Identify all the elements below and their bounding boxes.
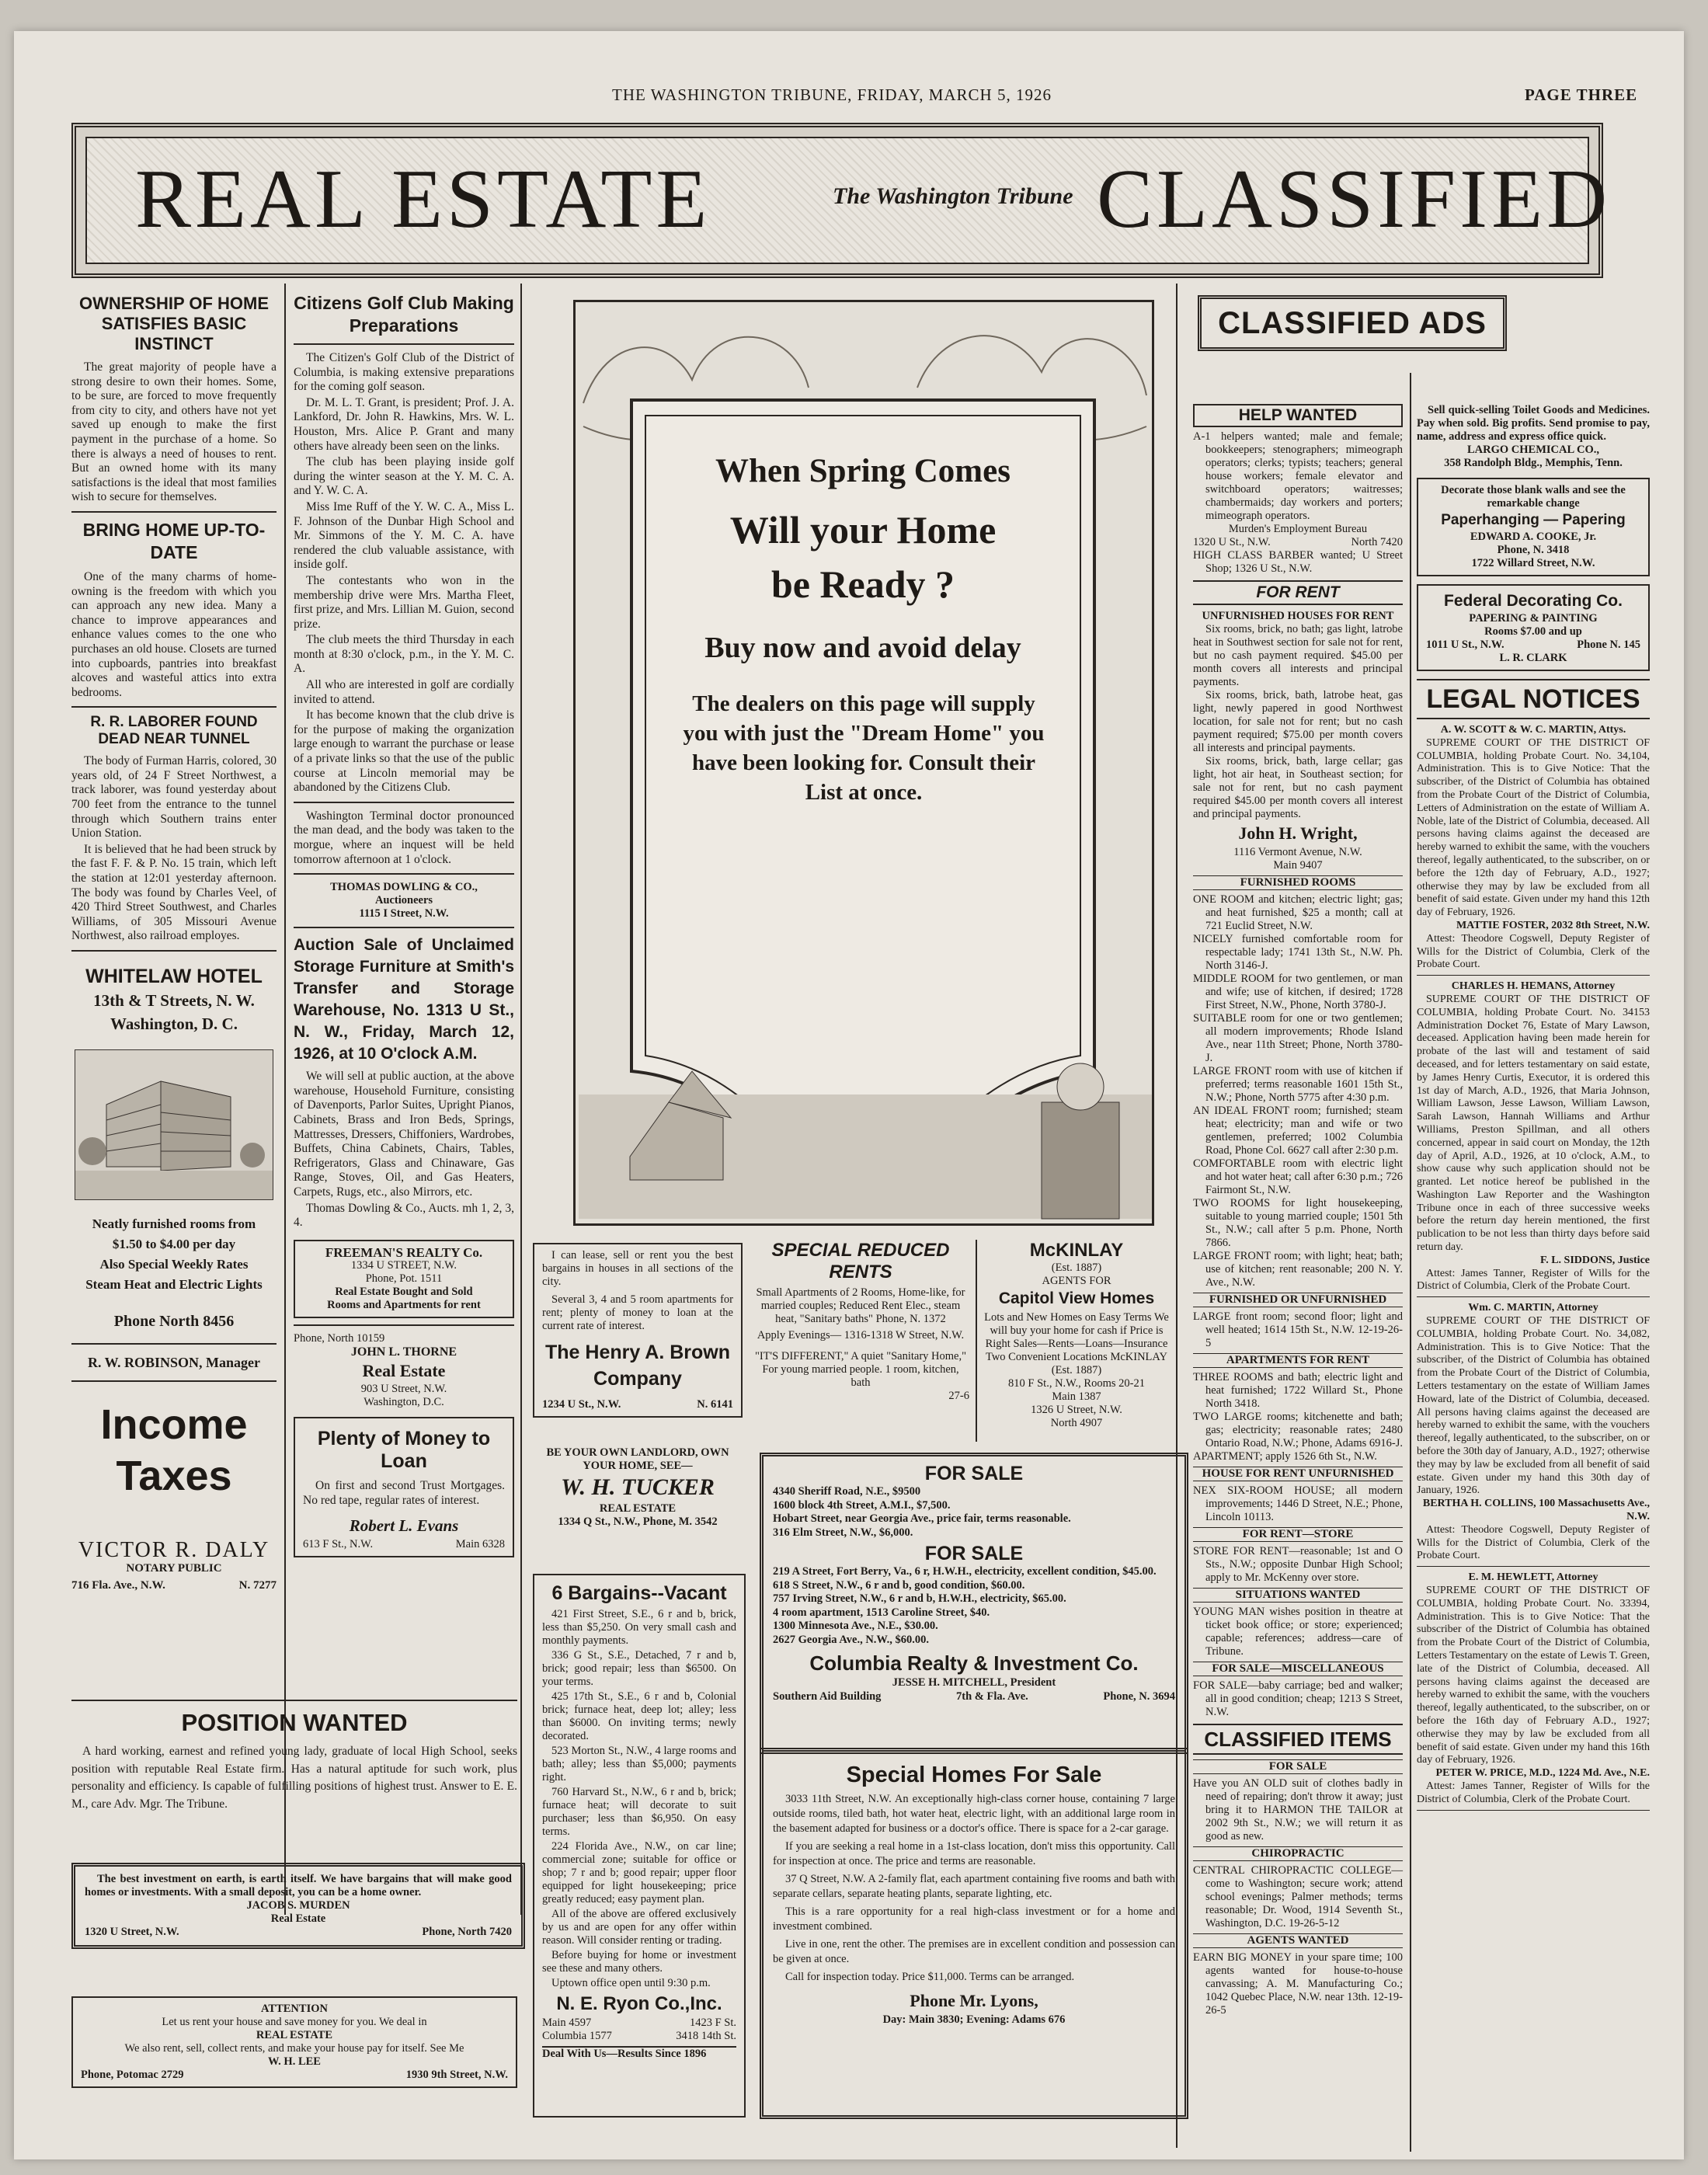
homes-contact-name: Phone Mr. Lyons, [910,1991,1038,2010]
bargain-item: 523 Morton St., N.W., 4 large rooms and bath; alley; less than $5,000; payments right. [542,1745,736,1784]
article-text: The contestants who won in the membership drive were Mrs. Martha Fleet, first prize, and Mrs. Lillian M. Guion, second prize. [294,573,514,631]
mckinlay-phone: North 4907 [1050,1417,1103,1429]
article-text: It has become known that the club drive is for the purpose of making the organization large enough to warrant the purchase or lease of a private links so that the use of the public course at Lincoln memorial may be abandoned by the Citizens Club. [294,708,514,795]
columbia-building: Southern Aid Building [773,1690,882,1703]
thorne-ad [294,1345,514,1410]
furn-unfurn-heading: FURNISHED OR UNFURNISHED [1193,1293,1403,1307]
mckinlay-phone: Main 1387 [1052,1390,1101,1403]
tucker-sub: REAL ESTATE [599,1502,677,1515]
cooke-name: EDWARD A. COOKE, Jr. [1470,531,1597,543]
masthead-logo: The Washington Tribune [833,183,1073,209]
agents-listing: EARN BIG MONEY in your spare time; 100 agents wanted for house-to-house canvassing; A. M. Manufacturing Co.; 1042 Quebec Place, N.W. near 13th. 12-19-26-5 [1193,1951,1403,2017]
thorne-name: JOHN L. THORNE [350,1345,457,1359]
hotel-city: Washington, D. C. [110,1014,238,1033]
article-text: The great majority of people have a strong desire to own their homes. Some, to be sure, are forced to move frequently from city to city, and others have not yet saved up enough to make the first payment in the purchase of a home. So there is always a need of houses to rent. But an owned home with its many satisfactions is the ideal that most families wish to secure for themselves. [71,360,277,504]
unfurnished-listing: Six rooms, brick, bath, latrobe heat, gas light, newly papered in good Northwest location, for sale not for rent; but no cash payment required; $75.00 per month covers all interests and principal payments. [1193,689,1403,754]
bargains-ad [533,1574,746,2118]
barber-ad: HIGH CLASS BARBER wanted; U Street Shop; 1326 U St., N.W. [1193,549,1403,575]
lee-phone: Phone, Potomac 2729 [81,2069,184,2081]
divider [71,1343,277,1345]
ryon-address: 3418 14th St. [676,2030,736,2042]
freeman-ad [294,1240,514,1318]
forsale-item: 2627 Georgia Ave., N.W., $60.00. [773,1633,929,1646]
freeman-line: Rooms and Apartments for rent [327,1298,481,1311]
federal-phone: Phone N. 145 [1577,639,1640,651]
largo-name: LARGO CHEMICAL CO., [1467,444,1599,456]
position-text: A hard working, earnest and refined young lady, graduate of local High School, seeks position with reputable Real Estate firm. Has a natural aptitude for such work, plus personality and efficiency. Is capable of fulfilling positions of highest trust. Answer to E. E. M., care Adv. Mgr. The Tribune. [71,1745,517,1811]
federal-sub: PAPERING & PAINTING [1469,612,1598,625]
notice-attorney: A. W. SCOTT & W. C. MARTIN, Attys. [1440,724,1626,736]
special-homes-ad [760,1748,1188,2119]
page-number: PAGE THREE [1525,85,1638,104]
furnished-listing: LARGE FRONT room; with light; heat; bath; use of kitchen; rent reasonable; 200 N. Y. Ave., N.W. [1193,1250,1403,1289]
article-text: The Citizen's Golf Club of the District of Columbia, is making extensive preparations for the coming golf season. [294,351,514,394]
divider [294,1324,514,1326]
chiropractic-listing: CENTRAL CHIROPRACTIC COLLEGE—come to Washington; secure work; attend school evenings; Palmer methods; terms reasonable; Dr. Wood, 1914 Seventh St., Washington, D.C. 19-26-5-12 [1193,1864,1403,1930]
forsale-item: 1600 block 4th Street, A.M.I., $7,500. [773,1498,951,1512]
running-head: THE WASHINGTON TRIBUNE, FRIDAY, MARCH 5, 1926 [612,85,1052,104]
hotel-manager: R. W. ROBINSON, Manager [87,1355,261,1370]
spring-line-4: Buy now and avoid delay [704,632,1021,664]
column-1 [71,287,277,1592]
loan-name: Robert L. Evans [349,1516,459,1535]
thorne-phone: Phone, North 10159 [294,1331,385,1345]
murden-ad [71,1863,525,1949]
loan-text: On first and second Trust Mortgages. No red tape, regular rates of interest. [303,1479,505,1507]
ryon-phone: Main 4597 [542,2017,592,2029]
reduced-rents-different: "IT'S DIFFERENT," A quiet "Sanitary Home," For young married people. 1 room, kitchen, bath [754,1350,967,1389]
hotel-weekly: Also Special Weekly Rates [99,1257,249,1272]
cooke-phone: Phone, N. 3418 [1497,544,1570,556]
notice-body: SUPREME COURT OF THE DISTRICT OF COLUMBIA, holding Probate Court. No. 34,104, Administration. This is to Give Notice: That the subscriber, of the District of Columbia has obtained from the Probate Court of the District of Columbia, Letters of Administration on the estate of William A. Noble, late of the District of Columbia, deceased. All persons having claims against the deceased are hereby warned to exhibit the same, with the vouchers thereof, legally authenticated, to the subscriber, on or before the 12th day of February, A.D., 1927; otherwise they may by law be excluded from all benefit of said estate. Given under my hand this 12th day of February, 1926. [1417,736,1650,919]
thorne-city: Washington, D.C. [364,1396,444,1409]
classified-column-1 [1193,404,1403,2017]
divider [294,927,514,928]
daly-phone: N. 7277 [238,1578,277,1592]
hotel-address: 13th & T Streets, N. W. [93,991,255,1010]
thorne-title: Real Estate [362,1361,446,1381]
furnished-listing: MIDDLE ROOM for two gentlemen, or man and wife; use of kitchen, if desired; 1728 First Street, N.W., Phone, North 3780-J. [1193,973,1403,1011]
brown-name: The Henry A. Brown Company [545,1342,730,1390]
furnished-listing: SUITABLE room for one or two gentlemen; all modern improvements; Rhode Island Ave., near 11th Street; Phone, North 3780-J. [1193,1012,1403,1064]
hotel-phone: Phone North 8456 [113,1313,235,1330]
brown-text: Several 3, 4 and 5 room apartments for rent; plenty of money to loan at the current rate of interest. [542,1293,733,1332]
ryon-name: N. E. Ryon Co.,Inc. [556,1993,722,2014]
federal-headline: Federal Decorating Co. [1444,592,1623,610]
forsale-item: 1300 Minnesota Ave., N.E., $30.00. [773,1620,938,1632]
apartment-listing: TWO LARGE rooms; kitchenette and bath; gas; electricity; reasonable rates; 2480 Ontario Road, N.W.; Phone, Adams 6916-J. [1193,1411,1404,1449]
furnished-listing: COMFORTABLE room with electric light and hot water heat; call after 6:30 p.m.; 726 Fairmont St., N.W. [1193,1157,1403,1196]
brown-ad [533,1243,743,1418]
tucker-tagline: BE YOUR OWN LANDLORD, OWN YOUR HOME, SEE— [546,1446,729,1472]
ryon-phone: Columbia 1577 [542,2030,612,2042]
article-text: The club has been playing inside golf during the winter season at the Y. M. C. A. and Y. W. C. A. [294,455,514,498]
banner-classified: CLASSIFIED [1097,153,1612,245]
ryon-address: 1423 F St. [689,2017,736,2029]
loan-phone: Main 6328 [455,1537,505,1550]
furnished-listing: TWO ROOMS for light housekeeping, suitable to young married couple; 1501 5th St., N.W.; call after 5 p.m. Phone, North 7866. [1193,1197,1403,1249]
loan-address: 613 F St., N.W. [303,1537,374,1550]
columbia-realty-president: JESSE H. MITCHELL, President [892,1676,1056,1689]
spring-line-1: When Spring Comes [715,453,1011,489]
bargains-text: All of the above are offered exclusively by us and are open for any offer within reason. Will consider renting or trading. [542,1908,736,1947]
murden-name: JACOB S. MURDEN [246,1899,350,1912]
article-text: The club meets the third Thursday in each month at 8:30 o'clock, p.m., in the Y. M. C. A. [294,633,514,676]
brown-contact [542,1398,733,1411]
misc-listing: FOR SALE—baby carriage; bed and walker; all in good condition; cheap; 1213 S Street, N.W. [1193,1679,1403,1718]
brown-text: I can lease, sell or rent you the best bargains in houses in all sections of the city. [542,1249,733,1288]
notice-body: SUPREME COURT OF THE DISTRICT OF COLUMBIA, holding Probate Court. No. 33394, Administration. This is to Give Notice: That the subscriber of the District of Columbia has obtained from the Probate Court of the District of Columbia, Letters Testamentary on the estate of Lewis T. Green, late of the District of Columbia, deceased. All persons having claims against the deceased are hereby warned to exhibit the same, with the vouchers thereof, legally authenticated, to the subscriber, on or before the 16th day of February A.D., 1927; otherwise they may by law be excluded from all benefit of said estate. Given under my hand this 16th day of February, 1926. [1417,1585,1650,1766]
columbia-realty-name: Columbia Realty & Investment Co. [809,1651,1139,1675]
forsale-item: Hobart Street, near Georgia Ave., price fair, terms reasonable. [773,1512,1071,1525]
mckinlay-address: 1326 U Street, N.W. [1031,1404,1122,1416]
federal-ad [1417,584,1650,671]
homes-contact-phone: Day: Main 3830; Evening: Adams 676 [882,2013,1066,2026]
hotel-illustration [75,1049,273,1200]
federal-rate: Rooms $7.00 and up [1484,625,1582,638]
murden-address: 1320 U Street, N.W. [85,1926,179,1938]
divider [294,343,514,345]
apartments-heading: APARTMENTS FOR RENT [1193,1353,1403,1368]
article-text: Miss Ime Ruff of the Y. W. C. A., Miss L. F. Johnson of the Dunbar High School and Mr. Simmons of the Y. M. C. A. have rendered the club valuable assistance, with inside golf. [294,499,514,572]
divider [71,1700,517,1701]
furnished-heading: FURNISHED ROOMS [1193,875,1403,890]
classified-ads-title-box [1198,295,1507,351]
hotel-heat: Steam Heat and Electric Lights [85,1277,263,1292]
brown-address: 1234 U St., N.W. [542,1398,621,1411]
house-heading: HOUSE FOR RENT UNFURNISHED [1193,1467,1403,1481]
notice-attorney: Wm. C. MARTIN, Attorney [1468,1302,1598,1314]
bargain-item: 760 Harvard St., N.W., 6 r and b, brick; furnace heat; will decorate to suit purchaser; less than $6,950. On easy terms. [542,1786,736,1838]
mckinlay-address: 810 F St., N.W., Rooms 20-21 [1008,1377,1145,1390]
headline-laborer: R. R. LABORER FOUND DEAD NEAR TUNNEL [90,714,258,748]
wright-phone: Main 9407 [1273,859,1323,872]
bargain-item: 421 First Street, S.E., 6 r and b, brick, less than $5,250. On very small cash and monthly payments. [542,1608,736,1647]
divider [71,706,277,708]
hotel-building-image [75,1050,273,1199]
forsale-list-2 [773,1565,1175,1647]
freeman-address: 1334 U STREET, N.W. [350,1258,457,1272]
lee-name: W. H. LEE [268,2055,321,2068]
hotel-rate: $1.50 to $4.00 per day [112,1237,236,1251]
hotel-rooms: Neatly furnished rooms from [92,1216,256,1231]
freeman-name: FREEMAN'S REALTY Co. [325,1244,483,1260]
lee-text: Let us rent your house and save money for you. We deal in [162,2016,427,2028]
legal-notice [1417,1302,1650,1567]
column-rule [284,284,286,1915]
bargains-text: Uptown office open until 9:30 p.m. [551,1977,711,1989]
spring-line-5: The dealers on this page will supply you with just the "Dream Home" you have been looking for. Consult their List at once. [683,691,1045,805]
columbia-realty-contact [773,1690,1175,1704]
mckinlay-text: Lots and New Homes on Easy Terms We will buy your home for cash if Price is Right Sales—Rents—Loans—Insurance Two Convenient Locations McKINLAY (Est. 1887) [984,1311,1169,1376]
forsale-item: 757 Irving Street, N.W., 6 r and b, H.W.H., electricity, $65.00. [773,1592,1066,1605]
tucker-address: 1334 Q St., N.W., Phone, M. 3542 [558,1516,718,1528]
reduced-rents-ad [752,1240,969,1403]
article-text: Dr. M. L. T. Grant, is president; Prof. J. A. Lankford, Dr. John R. Hawkins, Mrs. W. L. Houston, Mrs. Alice P. Grant and many others have already been seen on the links. [294,395,514,453]
cooke-ad [1417,478,1650,576]
tucker-ad [533,1446,743,1529]
for-rent-heading: FOR RENT [1193,580,1403,605]
banner-real-estate: REAL ESTATE [135,153,711,245]
divider [71,950,277,952]
bargain-item: 224 Florida Ave., N.W., on car line; commercial zone; suitable for office or shop; 7 r and b; good repair; upper floor equipped for light housekeeping; price greatly reduced; easy payment plan. [542,1840,736,1905]
notice-attest: Attest: James Tanner, Register of Wills for the District of Columbia, Clerk of the Probate Court. [1417,1267,1650,1293]
article-text: The body of Furman Harris, colored, 30 years old, of 24 F Street Northwest, a track laborer, was found yesterday about 700 feet from the entrance to the tunnel through which Southern trains enter Union Station. [71,754,277,840]
dowling-name: THOMAS DOWLING & CO., [330,881,478,894]
furnished-listing: NICELY furnished comfortable room for respectable lady; 1741 13th St., N.W. Ph. North 3146-J. [1193,933,1403,972]
toilet-goods-ad: Sell quick-selling Toilet Goods and Medicines. Pay when sold. Big profits. Send promise to pay, name, address and express office quick. [1417,404,1650,443]
freeman-line: Real Estate Bought and Sold [335,1285,473,1298]
unfurnished-listing: Six rooms, brick, no bath; gas light, latrobe heat in Southwest section for sale not for rent, but no cash payment required. $45.00 per month covers all interests and principal payments. [1193,623,1403,688]
wright-name: John H. Wright, [1238,823,1358,843]
banner-frame [85,137,1612,264]
mckinlay-capitol: Capitol View Homes [998,1289,1155,1307]
forsale-list-1 [773,1485,1175,1540]
article-text: It is believed that he had been struck by the fast F. F. & P. No. 15 train, which left the station at 12:01 yesterday afternoon. The body was found by Charles Veel, of 420 Third Street Southwest, and Charles Williams, of 305 Missouri Avenue Northwest, also railroad employes. [71,842,277,943]
notice-attest: Attest: James Tanner, Register of Wills for the District of Columbia, Clerk of the Probate Court. [1417,1780,1650,1805]
bargain-item: 425 17th St., S.E., 6 r and b, Colonial brick; furnace heat, deep lot; alley; less than $6000. On inviting terms; newly decorated. [542,1690,736,1742]
headline-golf: Citizens Golf Club Making Preparations [294,293,514,336]
divider [71,511,277,513]
spring-line-2: Will your Home [729,508,997,552]
misc-heading: FOR SALE—MISCELLANEOUS [1193,1662,1403,1676]
help-wanted-signature: Murden's Employment Bureau [1228,523,1368,535]
bargain-item: 336 G St., S.E., Detached, 7 r and b, brick; good repair; less than $6500. On your terms. [542,1649,736,1688]
forsale-item: 4340 Sheriff Road, N.E., $9500 [773,1485,921,1498]
column-rule [976,1240,977,1442]
forsale-item: 618 S Street, N.W., 6 r and b, good condition, $60.00. [773,1578,1025,1592]
headline-ownership: OWNERSHIP OF HOME SATISFIES BASIC INSTINCT [78,294,270,353]
daly-contact [71,1578,277,1593]
columbia-realty-ad [760,1453,1188,1754]
cooke-headline: Paperhanging — Papering [1441,512,1626,528]
whitelaw-hotel-ad [71,964,277,1592]
help-wanted-heading: HELP WANTED [1193,404,1403,427]
homes-text: This is a rare opportunity for a real high-class investment or for a home and investment combined. [773,1905,1175,1933]
auction-signature: Thomas Dowling & Co., Aucts. mh 1, 2, 3, 4. [294,1201,514,1230]
legal-notice [1417,980,1650,1297]
unfurnished-listing: Six rooms, brick, bath, large cellar; gas light, hot air heat, in Southeast section; for sale not for rent, but no cash payment required $45.00 per month covers all interest and principal payments. [1193,755,1403,820]
bargains-list [542,1608,736,1906]
evans-loan-ad [294,1417,514,1557]
thorne-address: 903 U Street, N.W. [360,1383,447,1396]
auction-headline: Auction Sale of Unclaimed Storage Furniture at Smith's Transfer and Storage Warehouse, No. 1313 U St., N. W., Friday, March 12, 1926, at 10 O'clock A.M. [294,936,514,1063]
dowling-ad [294,881,514,920]
help-phone: North 7420 [1351,536,1403,548]
column-rule [1410,373,1411,2152]
brown-box [533,1243,743,1418]
divider [294,873,514,875]
mckinlay-est: (Est. 1887) [1051,1262,1102,1274]
ryon-contact [542,2030,736,2043]
lee-address: 1930 9th Street, N.W. [405,2069,508,2081]
freeman-phone: Phone, Pot. 1511 [365,1272,443,1285]
forsale-heading: FOR SALE [924,1543,1024,1564]
items-listing: Have you AN OLD suit of clothes badly in need of repairing; don't throw it away; just bring it to HARMON THE TAILOR at 2002 9th St., N.W.; we will return it as good as new. [1193,1777,1403,1843]
notice-signature: F. L. SIDDONS, Justice [1539,1254,1650,1266]
daly-address: 716 Fla. Ave., N.W. [71,1578,165,1592]
help-wanted-contact [1193,536,1403,549]
mckinlay-ad [982,1240,1171,1430]
apartment-listing: APARTMENT; apply 1526 6th St., N.W. [1193,1450,1377,1463]
notice-attest: Attest: Theodore Cogswell, Deputy Register of Wills for the District of Columbia, Clerk of the Probate Court. [1417,932,1650,971]
largo-address: 358 Randolph Bldg., Memphis, Tenn. [1444,457,1623,469]
murden-contact [85,1926,512,1939]
murden-sub: Real Estate [270,1912,326,1925]
furnished-listing: LARGE FRONT room with use of kitchen if preferred; terms reasonable 1601 15th St., N.W.; Phone, North 5775 after 4:30 p.m. [1193,1065,1403,1104]
agents-heading: AGENTS WANTED [1193,1933,1403,1948]
lee-contact [81,2069,508,2082]
apartments-list [1193,1371,1403,1463]
situations-listing: YOUNG MAN wishes position in theatre at ticket book office; or store; experienced; capable; references; address—care of Tribune. [1193,1606,1403,1658]
forsale-heading: FOR SALE [924,1463,1024,1484]
reduced-rents-text: Small Apartments of 2 Rooms, Home-like, for married couples; Reduced Rent Elec., steam heat, "Sanitary baths" Phone, N. 1372 [756,1286,965,1325]
columbia-phone: Phone, N. 3694 [1103,1690,1175,1703]
forsale-item: 316 Elm Street, N.W., $6,000. [773,1526,913,1539]
dowling-address: 1115 I Street, N.W. [359,907,449,920]
dowling-title: Auctioneers [374,894,433,907]
section-banner [71,123,1612,278]
notice-attorney: E. M. HEWLETT, Attorney [1468,1571,1598,1584]
auction-text: We will sell at public auction, at the above warehouse, Household Furniture, consisting of Davenports, Parlor Suites, Upright Pianos, Cabinets, Brass and Iron Beds, Springs, Mattresses, Dressers, Chiffoniers, Wardrobes, Buffets, China Cabinets, Chairs, Tables, Refrigerators, Glass and Chinaware, Gas Range, Stoves, Oil, and Gas Heaters, Carpets, Rugs, etc., also Mirrors, etc. [294,1070,514,1199]
notice-body: SUPREME COURT OF THE DISTRICT OF COLUMBIA, holding Probate Court. No. 34,082, Administration. This is to Give Notice: That the subscriber, of the District of Columbia has obtained from the Probate Court of the District of Columbia, Letters testamentary on the estate of William James Howard, late of the District of Columbia, deceased. All persons having claims against the deceased are hereby warned to exhibit the same, with the vouchers thereof, legally authenticated, to the subscriber, on or before the 30th day of January, A.D., 1927; otherwise they may by law be excluded from all benefit of said estate. Given under my hand this 30th day of January, 1926. [1417,1315,1651,1497]
notice-body: SUPREME COURT OF THE DISTRICT OF COLUMBIA, holding Probate Court. No. 34153 Administration Docket 76, Estate of Mary Lawson, deceased. Application having been made herein for probate of the last will and testament of said deceased, and for letters testamentary on said estate, by James Henry Curtis, Executor, it is ordered this 1st day of March, A.D., 1926, that Maria Johnson, William Lawson, Jesse Lawson, William Lawson, Sarah Lawson, Hannah Williams and Arthur Williams, Preston Spillman, and all others concerned, appear in said court on Monday, the 12th day of April, A.D., 1926, at 10 o'clock, A.M., to show cause why such application should not be granted. Let notice hereof be published in the Washington Law Reporter and the Washington Tribune once in each of three successive weeks before the return day herein mentioned, the first publication to be not less than thirty days before said return day. [1417,993,1650,1254]
apartment-listing: THREE ROOMS and bath; electric light and heat furnished; 1722 Willard St., Phone North 3418. [1193,1371,1403,1410]
classified-ads-title: CLASSIFIED ADS [1218,306,1487,340]
divider [294,802,514,803]
federal-contact [1426,639,1640,652]
legal-notice [1417,1571,1650,1810]
article-text: All who are interested in golf are cordially invited to attend. [294,678,514,706]
lee-text: We also rent, sell, collect rents, and make your house pay for itself. See Me [124,2042,464,2055]
homes-text: 37 Q Street, N.W. A 2-family flat, each apartment containing five rooms and bath with separate cellars, separate heating plants, separate lighting, etc. [773,1873,1175,1900]
furnished-list [1193,893,1403,1289]
homes-text: Live in one, rent the other. The premises are in excellent condition and possession can be given at once. [773,1938,1175,1965]
notice-signature: PETER W. PRICE, M.D., 1224 Md. Ave., N.E. [1435,1767,1650,1780]
furnished-listing: AN IDEAL FRONT room; furnished; steam heat; electricity; man and wife or two gentlemen, preferred; 1002 Columbia Road, Phone Col. 6627 call after 2:30 p.m. [1193,1105,1403,1157]
hotel-name: WHITELAW HOTEL [85,966,263,987]
federal-name: L. R. CLARK [1499,652,1567,664]
notice-signature: BERTHA H. COLLINS, 100 Massachusetts Ave., N.W. [1422,1498,1650,1523]
situations-heading: SITUATIONS WANTED [1193,1588,1403,1603]
column-rule [520,284,522,1915]
legal-notice [1417,724,1650,976]
notice-attest: Attest: Theodore Cogswell, Deputy Register of Wills for the District of Columbia, Clerk of the Probate Court. [1417,1523,1650,1562]
income-word: Income [100,1401,248,1448]
columbia-address: 7th & Fla. Ave. [956,1690,1028,1703]
homes-text: 3033 11th Street, N.W. An exceptionally high-class corner house, containing 7 large outside rooms, tiled bath, hot water heat, electric light, with an additional large room in the basement adapted for business or a doctor's office. There is space for a 2-car garage. [773,1793,1175,1835]
forsale-item: 219 A Street, Fort Berry, Va., 6 r, H.W.H., electricity, excellent condition, $45.00. [773,1565,1157,1578]
furnished-listing: ONE ROOM and kitchen; electric light; gas; and heat furnished, $25 a month; call at 721 Euclid Street, N.W. [1193,893,1403,932]
classified-column-2 [1417,404,1650,1815]
loan-headline: Plenty of Money to Loan [317,1428,491,1473]
divider [71,1380,277,1382]
position-headline: POSITION WANTED [181,1709,408,1736]
homes-text: If you are seeking a real home in a 1st-class location, don't miss this opportunity. Call for inspection at once. The price and terms are reasonable. [773,1840,1175,1867]
bargains-text: Before buying for home or investment see these and many others. [542,1949,736,1975]
murden-phone: Phone, North 7420 [422,1926,512,1938]
special-homes-headline: Special Homes For Sale [846,1763,1102,1787]
tucker-name: W. H. TUCKER [561,1474,715,1500]
unfurnished-heading: UNFURNISHED HOUSES FOR RENT [1202,610,1394,622]
murden-text: The best investment on earth, is earth itself. We have bargains that will make good homes or investments. With a small deposit, you can be a home owner. [85,1873,512,1898]
spring-line-3: be Ready ? [771,562,955,606]
help-wanted-text: A-1 helpers wanted; male and female; bookkeepers; stenographers; mimeograph operators; clerks; typists; teachers; general house workers; female elevator and switchboard operators; waitresses; chambermaids; day workers and porters; mimeograph operators. [1193,430,1403,522]
brown-phone: N. 6141 [697,1398,733,1411]
store-listing: STORE FOR RENT—reasonable; 1st and O Sts., N.W.; opposite Dunbar High School; apply to Mr. McKenny over store. [1193,1545,1403,1584]
position-wanted-ad [71,1693,517,1813]
article-text: One of the many charms of home-owning is the freedom with which you can approach any new idea. Many a chance to improve appearances and enhance values comes to the one who purchases an old house. Closets are turned into cupboards, pantries into breakfast alcoves and wasteful attics into extra bedrooms. [71,569,277,699]
items-for-sale-heading: FOR SALE [1193,1759,1403,1774]
reduced-rents-headline: SPECIAL REDUCED RENTS [771,1240,950,1282]
help-address: 1320 U St., N.W. [1193,536,1271,548]
legal-notices-title: LEGAL NOTICES [1417,679,1650,719]
furn-unfurn-listing: LARGE front room; second floor; light and well heated; 1614 15th St., N.W. 12-19-26-5 [1193,1310,1403,1349]
classified-items-title: CLASSIFIED ITEMS [1193,1724,1403,1755]
mckinlay-name: McKINLAY [1029,1240,1124,1261]
ryon-tagline: Deal With Us—Results Since 1896 [542,2046,736,2061]
loan-contact [303,1538,505,1551]
reduced-rents-apply: Apply Evenings— 1316-1318 W Street, N.W. [757,1329,965,1342]
cooke-text: Decorate those blank walls and see the remarkable change [1441,484,1626,510]
ad-code: 27-6 [948,1390,969,1402]
cooke-address: 1722 Willard Street, N.W. [1471,557,1595,569]
newspaper-page [14,31,1684,2159]
notice-signature: MATTIE FOSTER, 2032 8th Street, N.W. [1456,919,1650,931]
article-text: Washington Terminal doctor pronounced the man dead, and the body was taken to the morgue, where an inquest will be held tomorrow afternoon at 1 o'clock. [294,809,514,866]
bargains-headline: 6 Bargains--Vacant [551,1582,727,1604]
forsale-item: 4 room apartment, 1513 Caroline Street, $40. [773,1606,990,1619]
homes-text: Call for inspection today. Price $11,000. Terms can be arranged. [785,1971,1075,1983]
headline-up-to-date: BRING HOME UP-TO-DATE [82,519,266,562]
daly-name: VICTOR R. DALY [78,1538,270,1562]
notice-attorney: CHARLES H. HEMANS, Attorney [1451,980,1616,993]
column-2 [294,287,514,1557]
house-listing: NEX SIX-ROOM HOUSE; all modern improvements; 1446 D Street, N.E.; Phone, Lincoln 10113. [1193,1484,1403,1523]
notary: NOTARY PUBLIC [126,1561,222,1575]
mckinlay-agents: AGENTS FOR [1042,1275,1111,1287]
wright-address: 1116 Vermont Avenue, N.W. [1233,846,1362,858]
taxes-word: Taxes [116,1453,232,1499]
store-heading: FOR RENT—STORE [1193,1527,1403,1542]
lee-ad [71,1996,517,2088]
lee-headline: ATTENTION [261,2003,328,2015]
ryon-contact [542,2017,736,2030]
lee-real-estate: REAL ESTATE [256,2029,333,2041]
spring-ad [573,300,1154,1226]
chiropractic-heading: CHIROPRACTIC [1193,1846,1403,1861]
legal-notices-list [1417,724,1650,1811]
federal-address: 1011 U St., N.W. [1426,639,1505,651]
